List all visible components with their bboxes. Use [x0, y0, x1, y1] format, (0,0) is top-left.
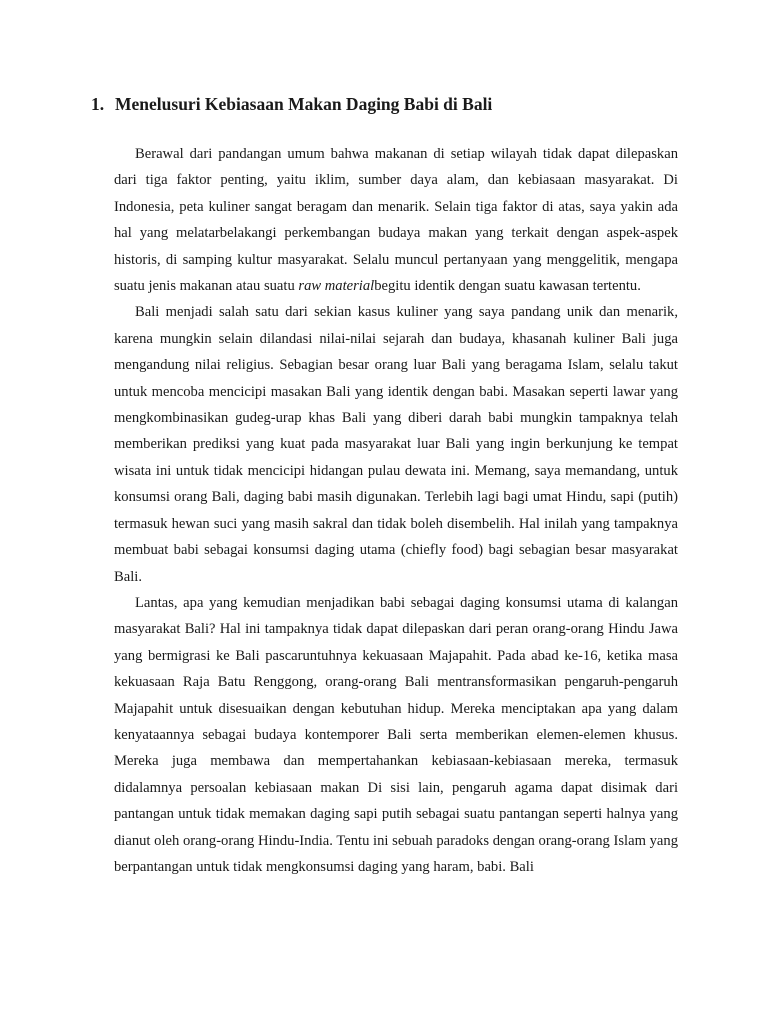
paragraph-2: Bali menjadi salah satu dari sekian kasus kuliner yang saya pandang unik dan menarik, karena mungkin selain dilandasi nilai-nilai sejarah dan budaya, khasanah kuliner Bali juga mengandung nilai religius. Sebagian besar orang luar Bali yang beragama Islam, selalu takut untuk mencoba mencicipi masakan Bali yang identik dengan babi. Masakan seperti lawar yang mengkombinasikan gudeg-urap khas Bali yang diberi darah babi mungkin tampaknya telah memberikan prediksi yang kuat pada masyarakat luar Bali yang ingin berkunjung ke tempat wisata ini untuk tidak mencicipi hidangan pulau dewata ini. Memang, saya memandang, untuk konsumsi orang Bali, daging babi masih digunakan. Terlebih lagi bagi umat Hindu, sapi (putih) termasuk hewan suci yang masih sakral dan tidak boleh disembelih. Hal inilah yang tampaknya membuat babi sebagai konsumsi daging utama (chiefly food) bagi sebagian besar masyarakat Bali. — [114, 304, 678, 585]
section-title: Menelusuri Kebiasaan Makan Daging Babi di Bali — [115, 94, 493, 114]
paragraph-1 — [114, 141, 678, 299]
paragraph-1-text-b: begitu identik dengan suatu kawasan tertentu. — [374, 278, 641, 295]
paragraph-1-italic-term: raw material — [298, 278, 375, 295]
section-heading — [91, 92, 492, 116]
paragraph-3: Lantas, apa yang kemudian menjadikan babi sebagai daging konsumsi utama di kalangan masyarakat Bali? Hal ini tampaknya tidak dapat dilepaskan dari peran orang-orang Hindu Jawa yang bermigrasi ke Bali pascaruntuhnya kekuasaan Majapahit. Pada abad ke-16, ketika masa kekuasaan Raja Batu Renggong, orang-orang Bali mentransformasikan pengaruh-pengaruh Majapahit untuk disesuaikan dengan kebutuhan hidup. Mereka menciptakan apa yang dalam kenyataannya sebagai budaya kontemporer Bali serta memberikan elemen-elemen khusus. Mereka juga membawa dan mempertahankan kebiasaan-kebiasaan mereka, termasuk didalamnya persoalan kebiasaan makan Di sisi lain, pengaruh agama dapat disimak dari pantangan untuk tidak memakan daging sapi putih sebagai suatu pantangan seperti halnya yang dianut oleh orang-orang Hindu-India. Tentu ini sebuah paradoks dengan orang-orang Islam yang berpantangan untuk tidak mengkonsumsi daging yang haram, babi. Bali — [114, 594, 678, 875]
paragraph-1-text-a: Berawal dari pandangan umum bahwa makanan di setiap wilayah tidak dapat dilepaskan dari tiga faktor penting, yaitu iklim, sumber daya alam, dan kebiasaan masyarakat. Di Indonesia, peta kuliner sangat beragam dan menarik. Selain tiga faktor di atas, saya yakin ada hal yang melatarbelakangi perkembangan budaya makan yang terkait dengan aspek-aspek historis, di samping kultur masyarakat. Selalu muncul pertanyaan yang menggelitik, mengapa suatu jenis makanan atau suatu — [114, 146, 678, 295]
section-number: 1. — [91, 94, 105, 114]
document-body — [114, 141, 678, 880]
